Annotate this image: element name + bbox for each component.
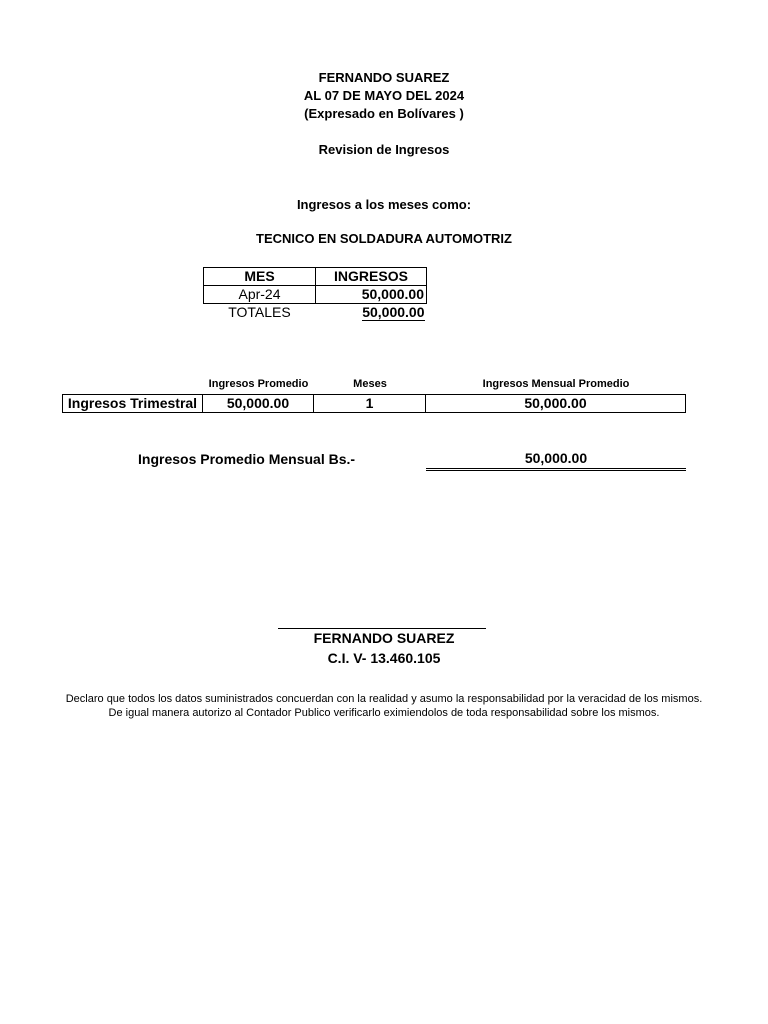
currency-note: (Expresado en Bolívares ) xyxy=(304,106,464,121)
signer-name: FERNANDO SUAREZ xyxy=(313,630,455,646)
quarterly-summary-table xyxy=(62,394,686,413)
totals-label: TOTALES xyxy=(228,304,291,320)
col-header-income: INGRESOS xyxy=(316,268,427,286)
report-owner-name: FERNANDO SUAREZ xyxy=(318,70,450,85)
declaration-text: Declaro que todos los datos suministrados concuerdan con la realidad y asumo la responsabilidad por la veracidad de los mismos. De igual manera autorizo al Contador Publico verificarlo eximiendolos de toda responsabilidad sobre los mismos. xyxy=(65,693,703,719)
table-header-row xyxy=(204,268,427,286)
month-cell: Apr-24 xyxy=(204,286,316,304)
col-header-months: Meses xyxy=(353,378,387,390)
col-header-month: MES xyxy=(204,268,316,286)
table-row xyxy=(204,286,427,304)
totals-cell xyxy=(316,304,427,322)
totals-row xyxy=(204,304,427,322)
monthly-income-table xyxy=(203,267,427,321)
totals-amount: 50,000.00 xyxy=(362,304,425,320)
table-row xyxy=(63,395,686,413)
avg-income-cell: 50,000.00 xyxy=(203,395,314,413)
income-cell: 50,000.00 xyxy=(316,286,427,304)
col-header-avg: Ingresos Promedio xyxy=(208,378,309,390)
report-date: AL 07 DE MAYO DEL 2024 xyxy=(303,88,465,103)
occupation-title: TECNICO EN SOLDADURA AUTOMOTRIZ xyxy=(256,231,512,246)
col-header-monthly-avg: Ingresos Mensual Promedio xyxy=(482,378,630,390)
income-intro: Ingresos a los meses como: xyxy=(296,197,472,212)
report-subtitle: Revision de Ingresos xyxy=(318,142,450,157)
monthly-average-label: Ingresos Promedio Mensual Bs.- xyxy=(138,451,356,467)
monthly-average-value: 50,000.00 xyxy=(426,450,686,471)
signer-id: C.I. V- 13.460.105 xyxy=(327,650,441,666)
row-label-quarterly: Ingresos Trimestral xyxy=(63,395,203,413)
monthly-avg-cell: 50,000.00 xyxy=(426,395,686,413)
months-cell: 1 xyxy=(314,395,426,413)
